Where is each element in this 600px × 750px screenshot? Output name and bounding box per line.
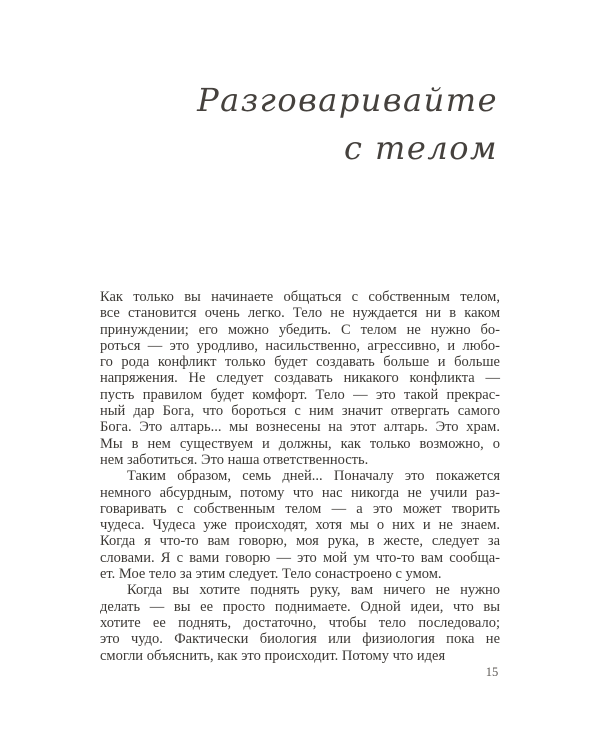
- text-line: ет. Мое тело за этим следует. Тело сонастроено с умом.: [100, 566, 442, 583]
- paragraph: [100, 289, 500, 468]
- text-line: ный дар Бога, что бороться с ним значит отвергать самого: [100, 403, 500, 420]
- text-line: Бога. Это алтарь... мы вознесены на этот алтарь. Это храм.: [100, 419, 500, 436]
- text-line: роться — это уродливо, насильственно, агрессивно, и любо-: [100, 337, 500, 354]
- text-line: Как только вы начинаете общаться с собственным телом,: [100, 289, 500, 305]
- text-line: смогли объяснить, как это происходит. Потому что идея: [100, 647, 446, 664]
- chapter-title: [197, 76, 498, 172]
- text-line: нем заботиться. Это наша ответственность.: [100, 451, 369, 468]
- text-line: чудеса. Чудеса уже происходят, хотя мы о них и не знаем.: [100, 517, 500, 534]
- chapter-title-line-2: с телом: [343, 129, 498, 167]
- page-number: 15: [485, 665, 499, 679]
- text-line: го рода конфликт только будет создавать больше и больше: [100, 354, 500, 371]
- text-line: Когда вы хотите поднять руку, вам ничего не нужно: [127, 582, 500, 599]
- text-line: немного абсурдным, потому что нас никогда не учили раз-: [100, 484, 500, 501]
- text-line: Мы в нем существуем и должны, как только возможно, о: [100, 435, 500, 452]
- text-line: принуждении; его можно убедить. С телом не нужно бо-: [100, 321, 500, 338]
- text-line: пусть правилом будет комфорт. Тело — это такой прекрас-: [100, 386, 500, 403]
- text-line: говаривать с собственным телом — а это может творить: [100, 500, 500, 517]
- text-line: это чудо. Фактически биология или физиология пока не: [100, 631, 500, 648]
- body-text: [100, 289, 500, 664]
- chapter-title-line-1: Разговаривайте: [197, 81, 498, 119]
- text-line: хотите ее поднять, достаточно, чтобы тело последовало;: [100, 614, 500, 631]
- paragraph: [100, 582, 500, 663]
- text-line: словами. Я с вами говорю — это мой ум что-то вам сообща-: [100, 549, 500, 566]
- text-line: все становится очень легко. Тело не нуждается ни в каком: [100, 305, 500, 322]
- paragraph: [100, 468, 500, 582]
- text-line: делать — вы ее просто поднимаете. Одной идеи, что вы: [100, 598, 500, 615]
- text-line: Когда я что-то вам говорю, моя рука, в жесте, следует за: [100, 533, 500, 550]
- text-line: напряжения. Не следует создавать никакого конфликта —: [100, 370, 500, 387]
- text-line: Таким образом, семь дней... Поначалу это покажется: [127, 468, 500, 485]
